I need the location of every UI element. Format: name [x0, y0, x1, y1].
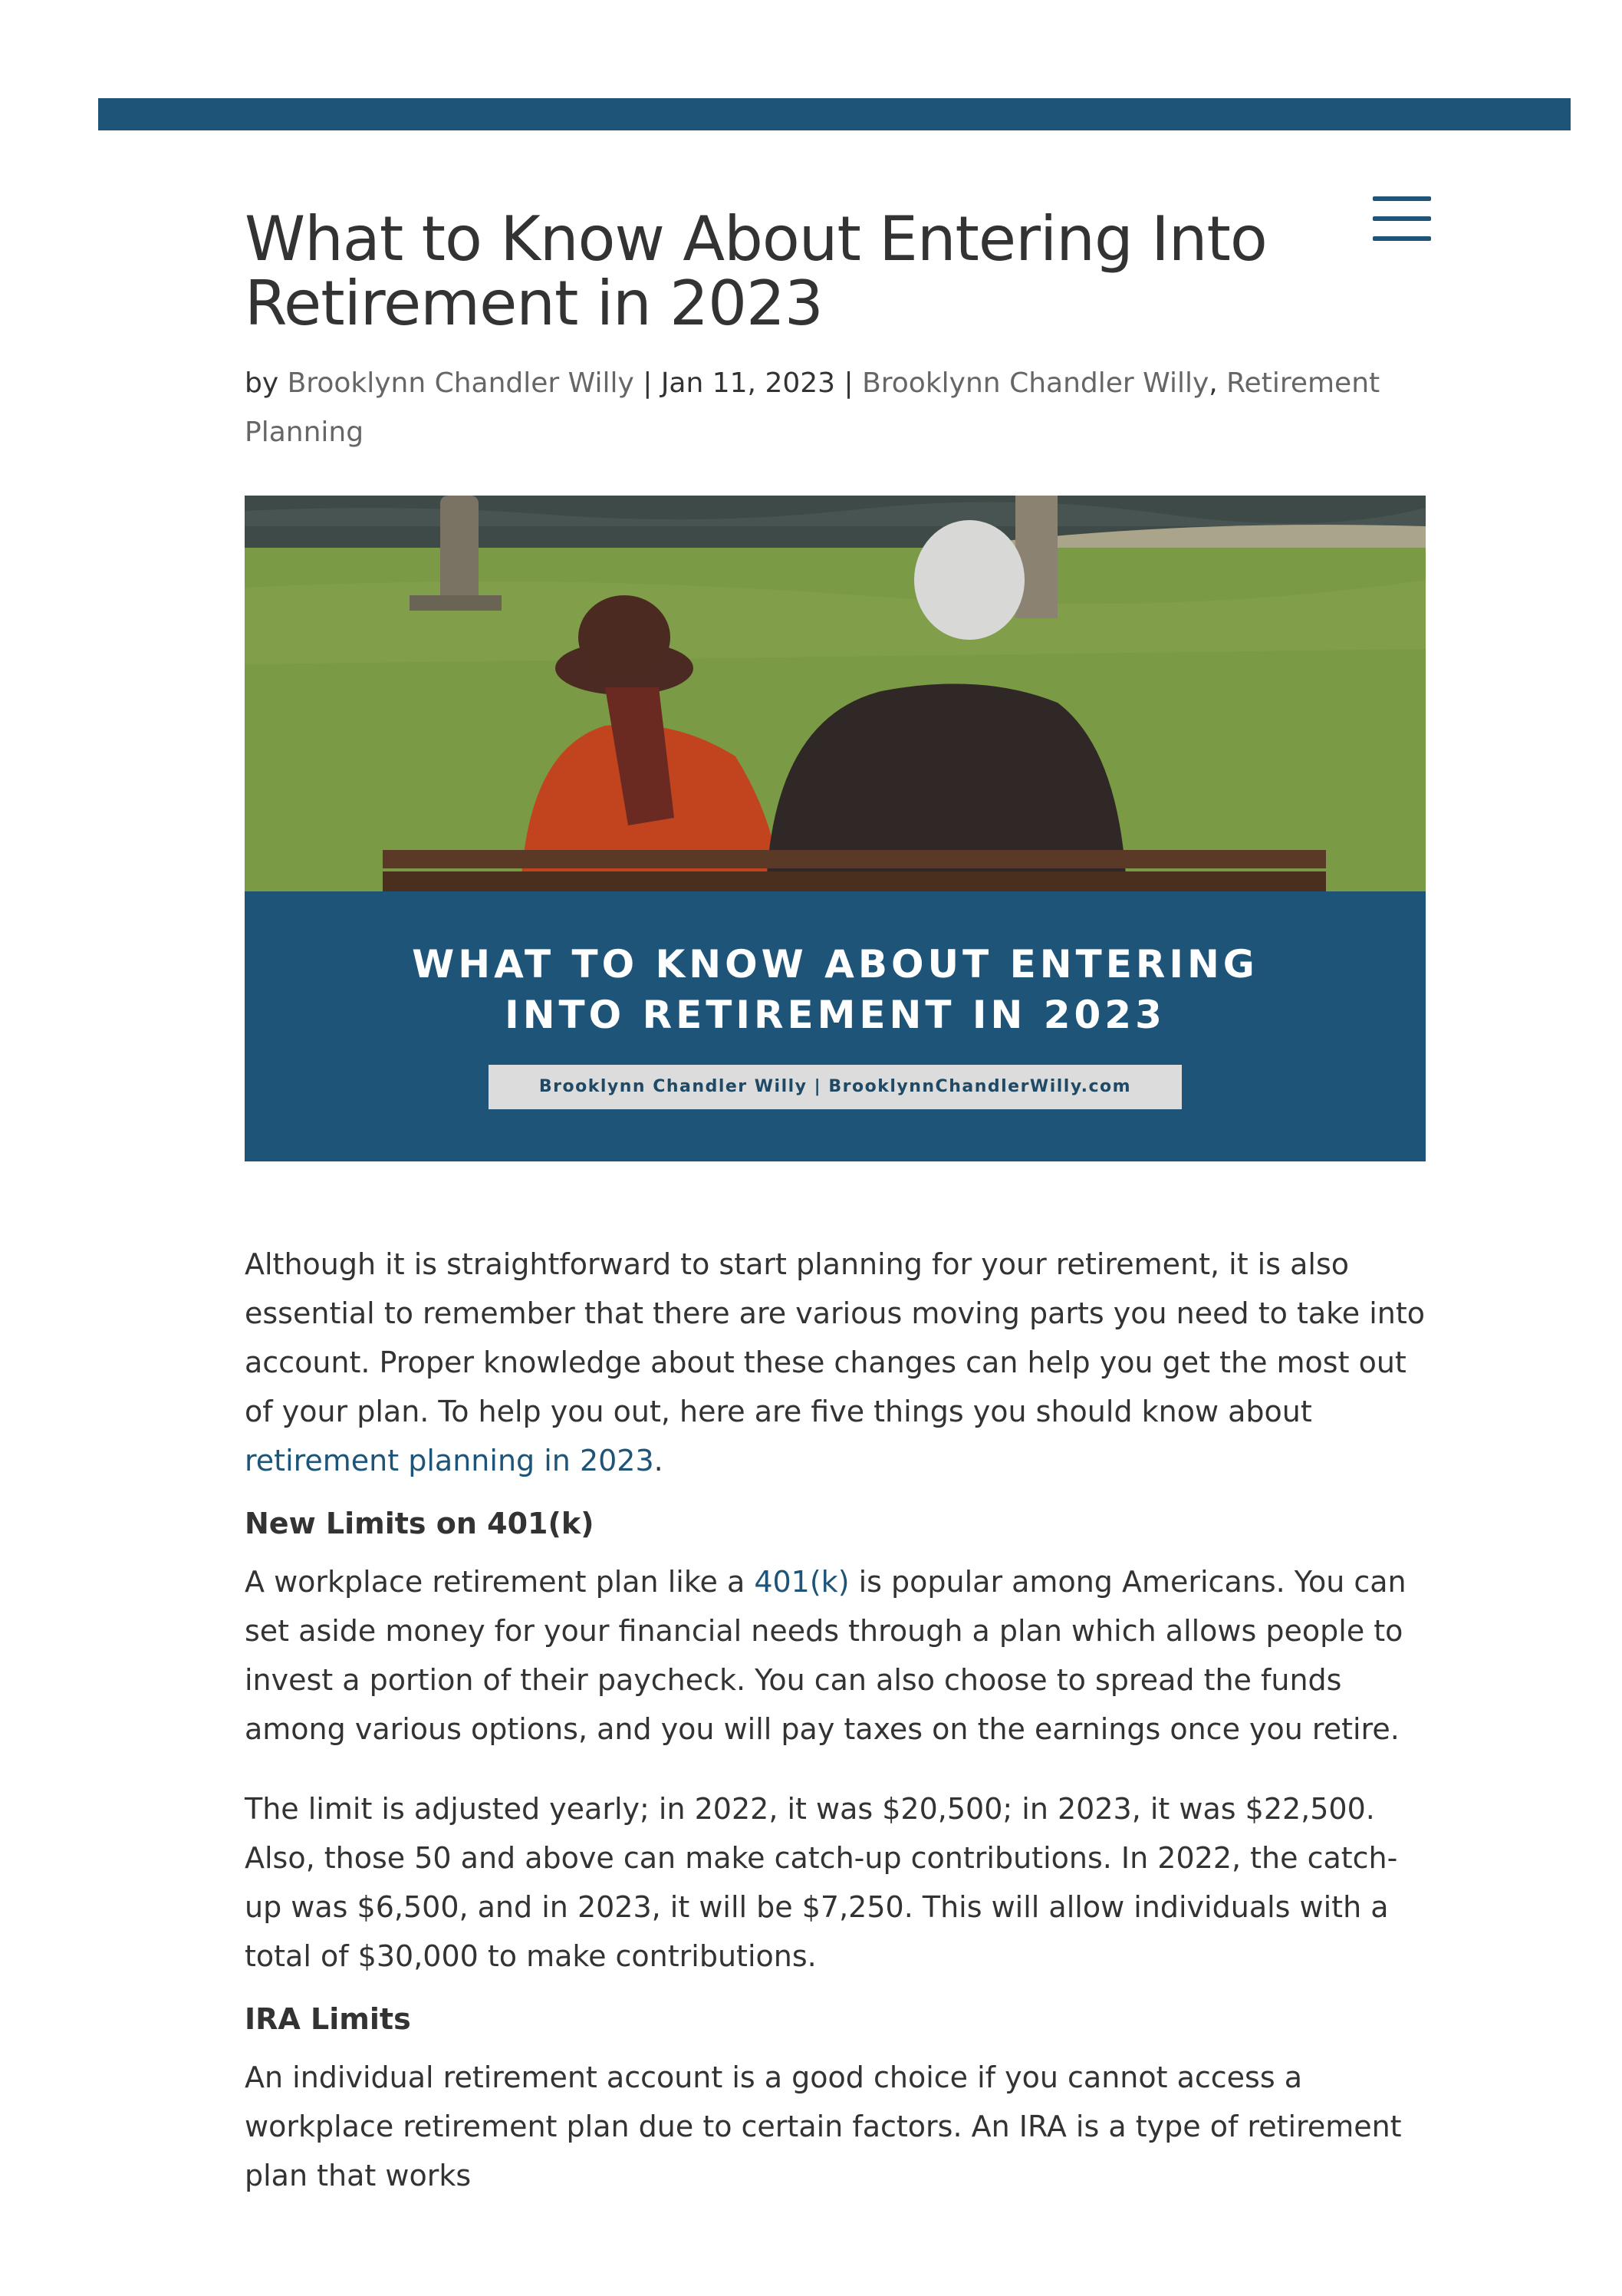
paragraph-text: is popular among Americans. You can set aside money for your financial needs through a plan which allows people to invest a portion of their paycheck. You can also choose to spread the funds among various options, and you will pay taxes on the earnings once you retire. [245, 1565, 1407, 1746]
section-heading: New Limits on 401(k) [245, 1507, 594, 1540]
intro-end: . [653, 1444, 663, 1477]
banner-title-line: WHAT TO KNOW ABOUT ENTERING [412, 942, 1258, 987]
meta-by: by [245, 367, 279, 399]
menu-line [1373, 196, 1431, 201]
banner-title [245, 939, 1426, 1040]
paragraph-text: A workplace retirement plan like a [245, 1565, 755, 1599]
category-link[interactable]: Retirement Planning [245, 367, 1380, 448]
retirement-planning-link[interactable]: retirement planning in 2023 [245, 1444, 654, 1477]
meta-separator: | [633, 367, 661, 399]
section-paragraph: The limit is adjusted yearly; in 2022, it was $20,500; in 2023, it was $22,500. Also, those 50 and above can make catch-up contributions. In 2022, the catch-up was $6,500, and in 2023, it will be $7,250. This will allow individuals with a total of $30,000 to make contributions. [245, 1792, 1398, 1973]
meta-comma: , [1209, 367, 1227, 399]
hero-banner [245, 891, 1426, 1161]
article-body [245, 1240, 1426, 2200]
post-title: What to Know About Entering Into Retirement in 2023 [245, 203, 1267, 339]
section-paragraph [245, 1557, 1426, 1754]
banner-credit: Brooklynn Chandler Willy | BrooklynnChandlerWilly.com [489, 1065, 1182, 1109]
section-paragraph: An individual retirement account is a good choice if you cannot access a workplace retirement plan due to certain factors. An IRA is a type of retirement plan that works [245, 2060, 1402, 2192]
section-heading: IRA Limits [245, 2002, 411, 2036]
meta-separator: | [835, 367, 863, 399]
top-bar [98, 98, 1571, 130]
intro-text: Although it is straightforward to start planning for your retirement, it is also essential to remember that there are various moving parts you need to take into account. Proper knowledge about these changes can help you get the most out of your plan. To help you out, here are five things you should know about [245, 1247, 1426, 1428]
author-link[interactable]: Brooklynn Chandler Willy [287, 367, 634, 399]
post-content [245, 203, 1426, 2231]
intro-paragraph [245, 1240, 1426, 1485]
401k-link[interactable]: 401(k) [754, 1565, 850, 1599]
category-link[interactable]: Brooklynn Chandler Willy [862, 367, 1209, 399]
banner-title-line: INTO RETIREMENT IN 2023 [505, 993, 1166, 1037]
post-meta [245, 359, 1426, 457]
post-date: Jan 11, 2023 [660, 367, 836, 399]
featured-image [245, 496, 1426, 1161]
hero-photo-couple-on-bench [245, 496, 1426, 891]
